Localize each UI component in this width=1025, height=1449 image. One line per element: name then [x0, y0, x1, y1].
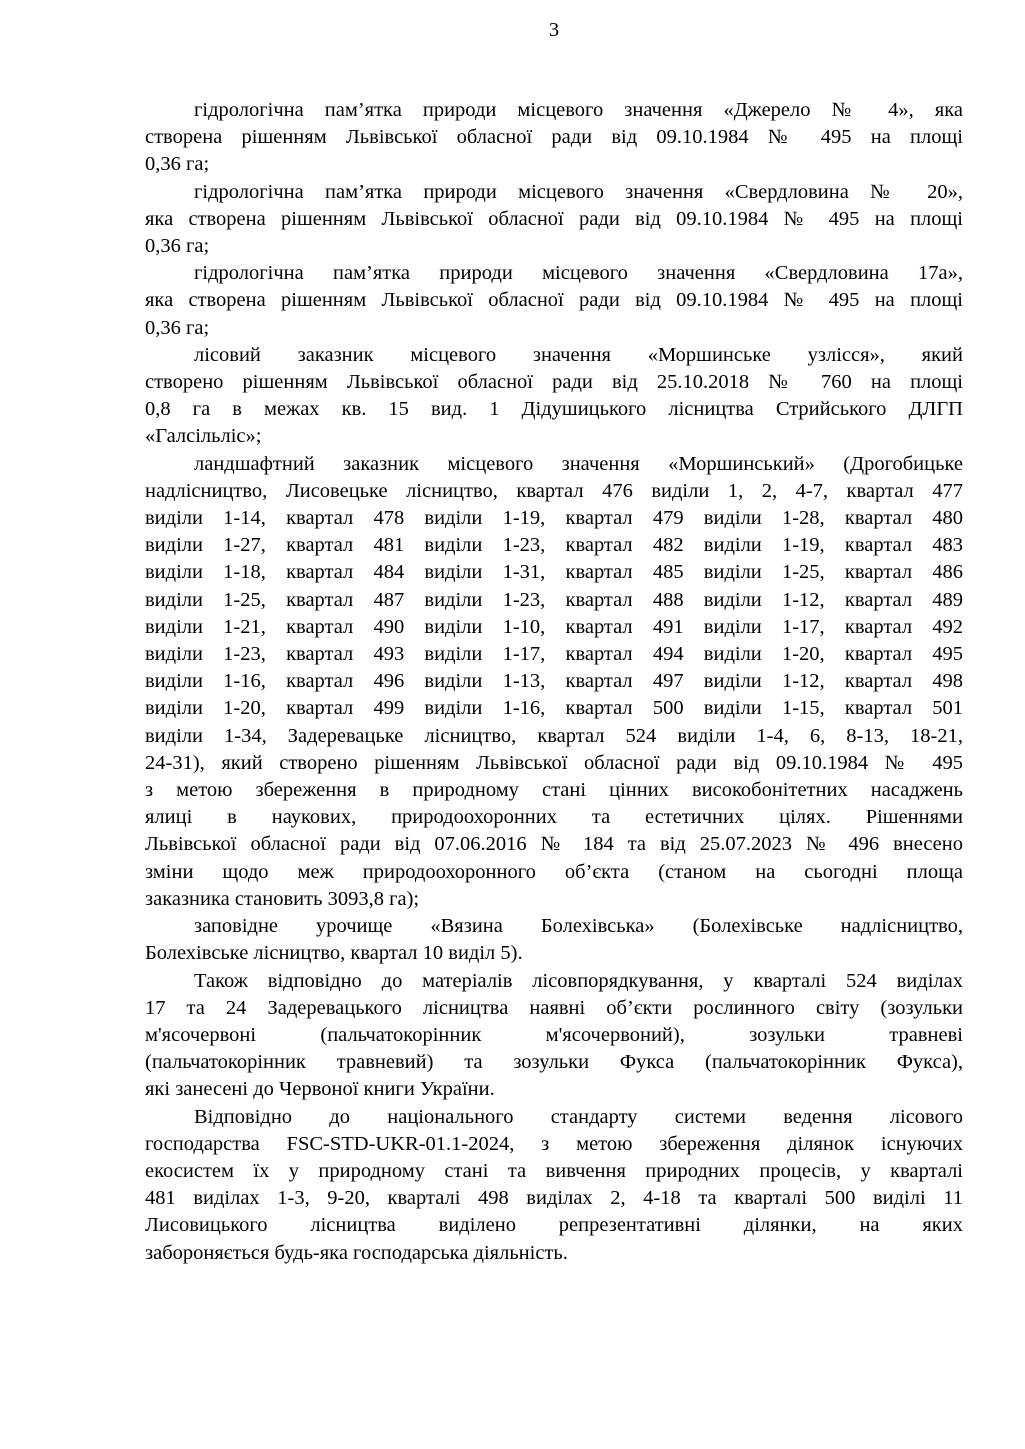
text-line: заповідне урочище «Вязина Болехівська» (Болехівське надлісництво,	[194, 915, 963, 938]
text-line: створена рішенням Львівської обласної ради від 09.10.1984 № 495 на площі	[145, 126, 963, 149]
text-line: екосистем їх у природному стані та вивчення природних процесів, у кварталі	[145, 1159, 963, 1182]
text-line: з метою збереження в природному стані цінних високобонітетних насаджень	[145, 779, 963, 802]
text-line: гідрологічна пам’ятка природи місцевого значення «Джерело № 4», яка	[194, 99, 963, 121]
paragraph	[145, 260, 963, 342]
text-line: забороняється будь-яка господарська діяльність.	[145, 1241, 568, 1264]
text-line: ландшафтний заказник місцевого значення «Моршинський» (Дрогобицьке	[194, 452, 963, 475]
text-line: зміни щодо меж природоохоронного об’єкта (станом на сьогодні площа	[145, 860, 963, 883]
paragraph	[145, 968, 963, 1104]
text-line: Відповідно до національного стандарту системи ведення лісового	[194, 1105, 963, 1128]
text-line: виділи 1-27, квартал 481 виділи 1-23, квартал 482 виділи 1-19, квартал 483	[145, 534, 963, 557]
text-line: виділи 1-14, квартал 478 виділи 1-19, квартал 479 виділи 1-28, квартал 480	[145, 507, 963, 530]
paragraph	[145, 342, 963, 451]
text-line: виділи 1-34, Задеревацьке лісництво, квартал 524 виділи 1-4, 6, 8-13, 18-21,	[145, 724, 963, 747]
text-line: Лисовицького лісництва виділено репрезентативні ділянки, на яких	[145, 1214, 963, 1237]
paragraph	[145, 1104, 963, 1267]
text-line: яка створена рішенням Львівської обласної ради від 09.10.1984 № 495 на площі	[145, 289, 963, 312]
paragraph	[145, 451, 963, 913]
text-line: виділи 1-25, квартал 487 виділи 1-23, квартал 488 виділи 1-12, квартал 489	[145, 588, 963, 611]
text-line: надлісництво, Лисовецьке лісництво, квартал 476 виділи 1, 2, 4-7, квартал 477	[145, 479, 963, 502]
page-number: 3	[548, 19, 560, 41]
text-line: створено рішенням Львівської обласної ради від 25.10.2018 № 760 на площі	[145, 371, 963, 394]
text-line: Львівської обласної ради від 07.06.2016 № 184 та від 25.07.2023 № 496 внесено	[145, 833, 963, 856]
text-line: «Галсільліс»;	[145, 425, 262, 448]
text-line: виділи 1-21, квартал 490 виділи 1-10, квартал 491 виділи 1-17, квартал 492	[145, 615, 963, 638]
text-line: 24-31), який створено рішенням Львівської обласної ради від 09.10.1984 № 495	[145, 751, 963, 774]
text-line: виділи 1-18, квартал 484 виділи 1-31, квартал 485 виділи 1-25, квартал 486	[145, 561, 963, 584]
text-line: виділи 1-16, квартал 496 виділи 1-13, квартал 497 виділи 1-12, квартал 498	[145, 670, 963, 693]
text-line: 0,36 га;	[145, 235, 210, 258]
text-line: гідрологічна пам’ятка природи місцевого значення «Свердловина № 20»,	[194, 180, 963, 203]
paragraph	[145, 179, 963, 261]
text-line: Також відповідно до матеріалів лісовпорядкування, у кварталі 524 виділах	[194, 969, 963, 992]
text-line: 0,36 га;	[145, 316, 210, 339]
text-line: 481 виділах 1-3, 9-20, кварталі 498 виділах 2, 4-18 та кварталі 500 виділі 11	[145, 1187, 963, 1210]
text-line: яка створена рішенням Львівської обласної ради від 09.10.1984 № 495 на площі	[145, 207, 963, 230]
text-line: 0,8 га в межах кв. 15 вид. 1 Дідушицького лісництва Стрийського ДЛГП	[145, 398, 963, 421]
text-line: Болехівське лісництво, квартал 10 виділ 5).	[145, 942, 523, 965]
paragraph	[145, 913, 963, 967]
paragraph	[145, 97, 963, 179]
text-line: м'ясочервоні (пальчатокорінник м'ясочервоний), зозульки травневі	[145, 1023, 963, 1046]
text-line: гідрологічна пам’ятка природи місцевого значення «Свердловина 17а»,	[194, 262, 963, 285]
text-line: 17 та 24 Задеревацького лісництва наявні об’єкти рослинного світу (зозульки	[145, 996, 963, 1019]
text-line: господарства FSC-STD-UKR-01.1-2024, з метою збереження ділянок існуючих	[145, 1132, 963, 1155]
text-line: (пальчатокорінник травневий) та зозульки Фукса (пальчатокорінник Фукса),	[145, 1051, 963, 1074]
document-body	[145, 97, 963, 1267]
text-line: ялиці в наукових, природоохоронних та естетичних цілях. Рішеннями	[145, 806, 963, 829]
text-line: 0,36 га;	[145, 153, 210, 176]
text-line: виділи 1-23, квартал 493 виділи 1-17, квартал 494 виділи 1-20, квартал 495	[145, 643, 963, 666]
text-line: виділи 1-20, квартал 499 виділи 1-16, квартал 500 виділи 1-15, квартал 501	[145, 697, 963, 720]
text-line: заказника становить 3093,8 га);	[145, 887, 420, 910]
text-line: лісовий заказник місцевого значення «Моршинське узлісся», який	[194, 343, 963, 366]
text-line: які занесені до Червоної книги України.	[145, 1078, 495, 1101]
